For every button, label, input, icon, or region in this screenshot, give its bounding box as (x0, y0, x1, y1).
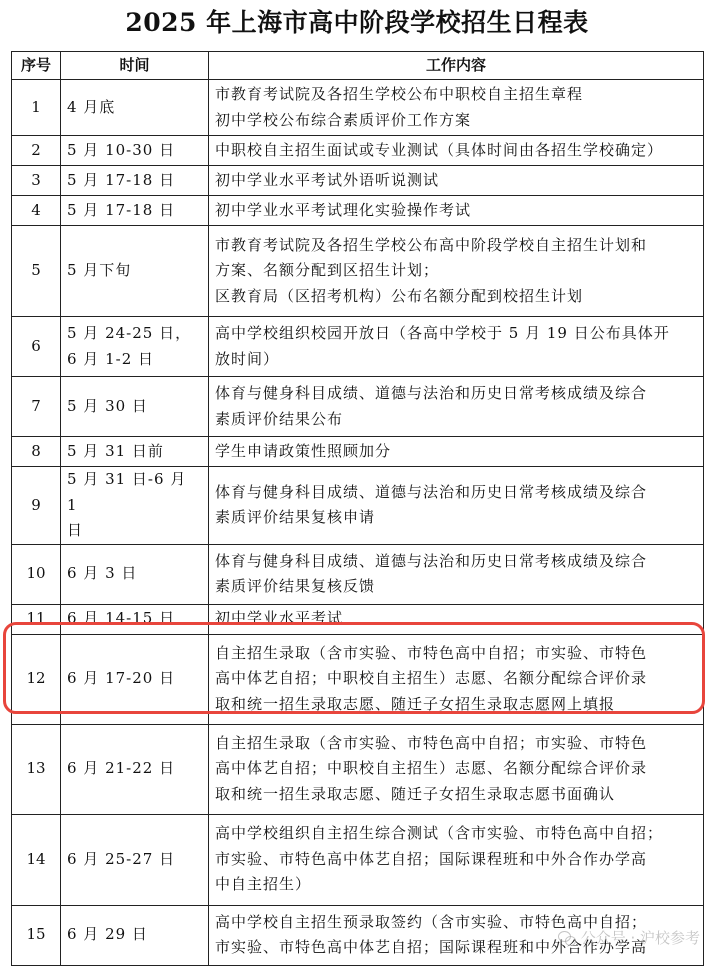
row-time: 6 月 21-22 日 (61, 724, 209, 814)
table-row (12, 814, 704, 905)
table-row (12, 136, 704, 166)
row-time: 4 月底 (61, 80, 209, 136)
row-time: 6 月 25-27 日 (61, 814, 209, 905)
row-content: 市教育考试院及各招生学校公布高中阶段学校自主招生计划和 方案、名额分配到区招生计划； 区教育局（区招考机构）公布名额分配到校招生计划 (209, 226, 704, 317)
row-time: 5 月 17-18 日 (61, 166, 209, 196)
header-time: 时间 (61, 52, 209, 80)
row-content: 高中学校组织校园开放日（各高中学校于 5 月 19 日公布具体开 放时间） (209, 317, 704, 377)
row-content: 中职校自主招生面试或专业测试（具体时间由各招生学校确定） (209, 136, 704, 166)
table-row (12, 166, 704, 196)
row-time: 5 月 24-25 日， 6 月 1-2 日 (61, 317, 209, 377)
row-content: 体育与健身科目成绩、道德与法治和历史日常考核成绩及综合 素质评价结果复核申请 (209, 467, 704, 545)
schedule-table (11, 51, 704, 966)
table-row (12, 317, 704, 377)
table-header-row (12, 52, 704, 80)
row-number: 2 (12, 136, 61, 166)
row-time: 6 月 29 日 (61, 905, 209, 965)
row-number: 6 (12, 317, 61, 377)
row-content: 高中学校组织自主招生综合测试（含市实验、市特色高中自招； 市实验、市特色高中体艺自招；国际课程班和中外合作办学高 中自主招生） (209, 814, 704, 905)
row-time: 6 月 3 日 (61, 544, 209, 604)
row-time: 5 月 17-18 日 (61, 196, 209, 226)
row-time: 5 月 31 日前 (61, 437, 209, 467)
row-content: 自主招生录取（含市实验、市特色高中自招；市实验、市特色 高中体艺自招；中职校自主招生）志愿、名额分配综合评价录 取和统一招生录取志愿、随迁子女招生录取志愿书面确认 (209, 724, 704, 814)
table-row (12, 377, 704, 437)
row-number: 12 (12, 634, 61, 724)
row-number: 14 (12, 814, 61, 905)
table-row (12, 80, 704, 136)
table-row (12, 905, 704, 965)
row-time: 5 月 10-30 日 (61, 136, 209, 166)
header-no: 序号 (12, 52, 61, 80)
row-content: 初中学业水平考试理化实验操作考试 (209, 196, 704, 226)
row-content: 市教育考试院及各招生学校公布中职校自主招生章程 初中学校公布综合素质评价工作方案 (209, 80, 704, 136)
row-number: 10 (12, 544, 61, 604)
table-row (12, 604, 704, 634)
table-row (12, 226, 704, 317)
row-number: 8 (12, 437, 61, 467)
row-number: 1 (12, 80, 61, 136)
header-content: 工作内容 (209, 52, 704, 80)
page-title: 2025 年上海市高中阶段学校招生日程表 (125, 8, 589, 37)
row-number: 7 (12, 377, 61, 437)
table-row (12, 724, 704, 814)
row-time: 6 月 14-15 日 (61, 604, 209, 634)
row-number: 11 (12, 604, 61, 634)
row-content: 初中学业水平考试 (209, 604, 704, 634)
row-number: 15 (12, 905, 61, 965)
table-row (12, 196, 704, 226)
watermark-text: 公众号 · 沪校参考 (580, 929, 700, 947)
row-content: 高中学校自主招生预录取签约（含市实验、市特色高中自招； 市实验、市特色高中体艺自招；国际课程班和中外合作办学高 (209, 905, 704, 965)
row-number: 4 (12, 196, 61, 226)
row-time: 5 月下旬 (61, 226, 209, 317)
row-content: 学生申请政策性照顾加分 (209, 437, 704, 467)
row-number: 9 (12, 467, 61, 545)
row-time: 5 月 31 日-6 月 1 日 (61, 467, 209, 545)
row-content: 体育与健身科目成绩、道德与法治和历史日常考核成绩及综合 素质评价结果复核反馈 (209, 544, 704, 604)
table-row (12, 467, 704, 545)
table-row (12, 634, 704, 724)
row-number: 13 (12, 724, 61, 814)
row-content: 初中学业水平考试外语听说测试 (209, 166, 704, 196)
row-time: 6 月 17-20 日 (61, 634, 209, 724)
table-row (12, 437, 704, 467)
table-row (12, 544, 704, 604)
row-number: 5 (12, 226, 61, 317)
row-content: 自主招生录取（含市实验、市特色高中自招；市实验、市特色 高中体艺自招；中职校自主招生）志愿、名额分配综合评价录 取和统一招生录取志愿、随迁子女招生录取志愿网上填报 (209, 634, 704, 724)
row-content: 体育与健身科目成绩、道德与法治和历史日常考核成绩及综合 素质评价结果公布 (209, 377, 704, 437)
row-time: 5 月 30 日 (61, 377, 209, 437)
row-number: 3 (12, 166, 61, 196)
